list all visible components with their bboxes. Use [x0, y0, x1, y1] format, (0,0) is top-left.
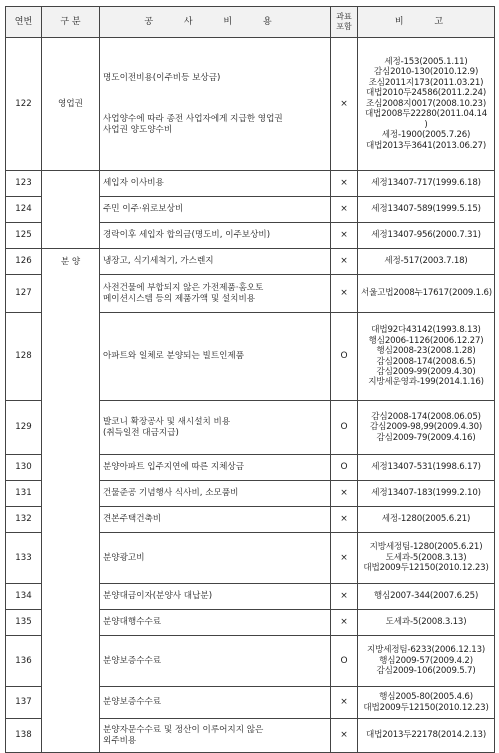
- note-reference: 지방세운영과-199(2014.1.16): [368, 377, 484, 388]
- row-note: [358, 636, 495, 687]
- row-category: [42, 507, 100, 533]
- cost-text: 사업양수에 따라 종전 사업자에게 지급한 영업권: [103, 114, 283, 125]
- row-number: 132: [6, 507, 42, 533]
- note-reference: 지방세정팀-6233(2006.12.13): [367, 645, 485, 656]
- header-no: 연번: [6, 7, 42, 38]
- row-cost-item: [100, 197, 331, 223]
- note-reference: 세정-517(2003.7.18): [384, 256, 468, 267]
- row-number: 125: [6, 223, 42, 249]
- row-cost-item: [100, 507, 331, 533]
- table-row: [6, 533, 495, 584]
- cost-text: 세입자 이사비용: [103, 178, 164, 189]
- row-note: [358, 481, 495, 507]
- row-number: 130: [6, 455, 42, 481]
- note-reference: 행심2009-57(2009.4.2): [379, 655, 473, 666]
- row-number: 133: [6, 533, 42, 584]
- row-cost-item: [100, 719, 331, 753]
- note-reference: 조심2011지173(2011.03.21): [368, 77, 484, 88]
- note-reference: 행심2006-1126(2006.12.27): [368, 335, 484, 346]
- row-inclusion-mark: O: [331, 455, 358, 481]
- table-row: [6, 171, 495, 197]
- row-category: [42, 313, 100, 401]
- note-reference: 세정13407-717(1999.6.18): [371, 178, 481, 189]
- row-number: 124: [6, 197, 42, 223]
- row-category: [42, 223, 100, 249]
- row-number: 136: [6, 636, 42, 687]
- note-reference: 세정-1900(2005.7.26): [381, 130, 471, 141]
- row-inclusion-mark: O: [331, 401, 358, 455]
- note-reference: 감심2009-106(2009.5.7): [376, 666, 476, 677]
- row-cost-item: [100, 533, 331, 584]
- row-cost-item: [100, 171, 331, 197]
- note-reference: 세정13407-956(2000.7.31): [371, 230, 481, 241]
- row-number: 122: [6, 38, 42, 171]
- row-number: 131: [6, 481, 42, 507]
- row-inclusion-mark: ×: [331, 687, 358, 719]
- row-inclusion-mark: O: [331, 313, 358, 401]
- row-category: [42, 636, 100, 687]
- row-inclusion-mark: O: [331, 636, 358, 687]
- row-inclusion-mark: ×: [331, 610, 358, 636]
- table-row: [6, 401, 495, 455]
- row-cost-item: [100, 610, 331, 636]
- cost-text: 분양대금이자(분양사 대납분): [103, 591, 213, 602]
- note-reference: 감심2008-174(2008.6.5): [376, 356, 476, 367]
- row-inclusion-mark: ×: [331, 584, 358, 610]
- cost-text: [103, 94, 327, 104]
- table-row: [6, 275, 495, 313]
- row-category: 분 양: [42, 249, 100, 275]
- table-row: [6, 687, 495, 719]
- note-reference: 조심2008지0017(2008.10.23): [366, 98, 486, 109]
- row-category: [42, 455, 100, 481]
- note-reference: 행심2007-344(2007.6.25): [373, 591, 479, 602]
- row-note: [358, 455, 495, 481]
- row-number: 129: [6, 401, 42, 455]
- table-row: [6, 38, 495, 171]
- note-reference: 도세과-5(2008.3.13): [385, 617, 467, 628]
- row-number: 128: [6, 313, 42, 401]
- note-reference: 감심2010-130(2010.12.9): [373, 67, 479, 78]
- row-note: [358, 171, 495, 197]
- cost-text: 주민 이주·위로보상비: [103, 204, 184, 215]
- header-row: [6, 7, 495, 38]
- row-cost-item: [100, 313, 331, 401]
- cost-text: 발코니 확장공사 및 새시설치 비용: [103, 417, 231, 428]
- note-reference: 행심2008-23(2008.1.28): [376, 346, 476, 357]
- row-cost-item: [100, 455, 331, 481]
- table-row: [6, 455, 495, 481]
- note-reference: 대법2013두3641(2013.06.27): [366, 140, 486, 151]
- cost-text: 아파트와 일체로 분양되는 빌트인제품: [103, 351, 245, 362]
- note-reference: 대법2013두22178(2014.2.13): [366, 730, 486, 741]
- note-reference: 세정13407-589(1999.5.15): [371, 204, 481, 215]
- row-inclusion-mark: ×: [331, 719, 358, 753]
- row-category: [42, 719, 100, 753]
- row-note: [358, 719, 495, 753]
- row-note: [358, 38, 495, 171]
- cost-table: [5, 6, 495, 753]
- row-note: [358, 197, 495, 223]
- row-number: 126: [6, 249, 42, 275]
- row-note: [358, 507, 495, 533]
- row-inclusion-mark: ×: [331, 507, 358, 533]
- note-reference: 세정-153(2005.1.11): [384, 56, 468, 67]
- row-category: [42, 171, 100, 197]
- note-reference: 대법2009두12150(2010.12.23): [363, 702, 489, 713]
- note-reference: 대법2010두24586(2011.2.24): [366, 88, 486, 99]
- table-row: [6, 313, 495, 401]
- note-reference: 세정13407-183(1999.2.10): [371, 488, 481, 499]
- row-note: [358, 249, 495, 275]
- cost-text: 분양보증수수료: [103, 655, 162, 666]
- row-note: [358, 687, 495, 719]
- row-cost-item: [100, 687, 331, 719]
- cost-text: 분양대행수수료: [103, 617, 162, 628]
- table-row: [6, 584, 495, 610]
- row-number: 138: [6, 719, 42, 753]
- note-reference: 대법92다43142(1993.8.13): [371, 325, 481, 336]
- row-inclusion-mark: ×: [331, 275, 358, 313]
- cost-text: 분양아파트 입주지연에 따른 지체상금: [103, 462, 245, 473]
- row-number: 127: [6, 275, 42, 313]
- table-row: [6, 610, 495, 636]
- row-cost-item: [100, 38, 331, 171]
- note-reference: 감심2009-98,99(2009.4.30): [369, 422, 483, 433]
- row-number: 134: [6, 584, 42, 610]
- row-category: 영업권: [42, 38, 100, 171]
- row-note: [358, 533, 495, 584]
- note-reference: 세정-1280(2005.6.21): [381, 514, 471, 525]
- row-note: [358, 584, 495, 610]
- row-note: [358, 610, 495, 636]
- row-cost-item: [100, 481, 331, 507]
- cost-text: 분양보증수수료: [103, 697, 162, 708]
- table-row: [6, 636, 495, 687]
- cost-text: 사업권 양도양수비: [103, 124, 173, 135]
- cost-text: 사전건물에 부합되지 않은 가전제품·홈오토: [103, 283, 264, 294]
- row-cost-item: [100, 249, 331, 275]
- row-cost-item: [100, 584, 331, 610]
- row-category: [42, 275, 100, 313]
- note-reference: 대법2008두22280(2011.04.14: [364, 109, 488, 120]
- row-cost-item: [100, 636, 331, 687]
- table-row: [6, 223, 495, 249]
- table-row: [6, 249, 495, 275]
- table-row: [6, 719, 495, 753]
- row-cost-item: [100, 401, 331, 455]
- header-inclusion: 과표 포함: [331, 7, 358, 38]
- row-cost-item: [100, 223, 331, 249]
- row-note: [358, 401, 495, 455]
- row-note: [358, 275, 495, 313]
- note-reference: ): [424, 119, 428, 130]
- row-note: [358, 313, 495, 401]
- row-category: [42, 687, 100, 719]
- cost-text: 분양광고비: [103, 552, 145, 563]
- note-reference: 대법2009두12150(2010.12.23): [363, 563, 489, 574]
- row-category: [42, 481, 100, 507]
- header-category: 구 분: [42, 7, 100, 38]
- cost-text: 견본주택건축비: [103, 514, 162, 525]
- note-reference: 행심2005-80(2005.4.6): [379, 692, 473, 703]
- cost-text: [103, 104, 327, 114]
- cost-text: 분양자문수수료 및 정산이 이루어지지 않은: [103, 725, 264, 736]
- row-category: [42, 610, 100, 636]
- note-reference: 지방세정팀-1280(2005.6.21): [369, 542, 483, 553]
- row-category: [42, 401, 100, 455]
- cost-text: 메이션시스템 등의 제품가액 및 설치비용: [103, 293, 256, 304]
- cost-text: (취득일전 대금지급): [103, 427, 179, 438]
- note-reference: 감심2009-79(2009.4.16): [376, 432, 476, 443]
- row-category: [42, 584, 100, 610]
- row-number: 135: [6, 610, 42, 636]
- row-inclusion-mark: ×: [331, 38, 358, 171]
- row-category: [42, 197, 100, 223]
- header-cost: 공 사 비 용: [100, 7, 331, 38]
- cost-text: 냉장고, 식기세척기, 가스렌지: [103, 256, 214, 267]
- row-inclusion-mark: ×: [331, 249, 358, 275]
- note-reference: 서울고법2008누17617(2009.1.6): [361, 288, 492, 299]
- row-category: [42, 533, 100, 584]
- cost-text: 명도이전비용(이주비등 보상금): [103, 72, 221, 83]
- note-reference: 도세과-5(2008.3.13): [385, 552, 467, 563]
- table-row: [6, 197, 495, 223]
- note-reference: 감심2008-174(2008.06.05): [371, 411, 481, 422]
- row-inclusion-mark: ×: [331, 223, 358, 249]
- row-inclusion-mark: ×: [331, 481, 358, 507]
- cost-text: 외주비용: [103, 735, 137, 746]
- table-row: [6, 507, 495, 533]
- cost-text: 건물준공 기념행사 식사비, 소모품비: [103, 488, 239, 499]
- row-number: 123: [6, 171, 42, 197]
- row-number: 137: [6, 687, 42, 719]
- row-cost-item: [100, 275, 331, 313]
- note-reference: 세정13407-531(1998.6.17): [371, 462, 481, 473]
- cost-text: 경락이후 세입자 합의금(명도비, 이주보상비): [103, 230, 271, 241]
- note-reference: 감심2009-99(2009.4.30): [376, 366, 476, 377]
- row-note: [358, 223, 495, 249]
- cost-text: [103, 83, 327, 93]
- row-inclusion-mark: ×: [331, 533, 358, 584]
- row-inclusion-mark: ×: [331, 197, 358, 223]
- table-row: [6, 481, 495, 507]
- header-note: 비 고: [358, 7, 495, 38]
- row-inclusion-mark: ×: [331, 171, 358, 197]
